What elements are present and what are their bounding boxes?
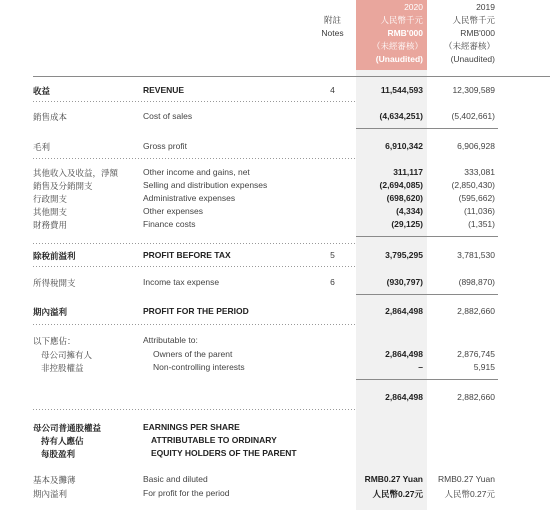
other-income-label-en: Other income and gains, net <box>143 167 250 177</box>
revenue-label-en: REVENUE <box>143 85 185 95</box>
eps-basic-label-en: Basic and diluted <box>143 474 208 484</box>
pbt-label-en: PROFIT BEFORE TAX <box>143 250 231 260</box>
subtotal-rule <box>356 236 498 237</box>
eps-heading-cn-2: 持有人應佔 <box>41 436 84 446</box>
pbt-2019: 3,781,530 <box>457 250 495 260</box>
eps-2020-en: RMB0.27 Yuan <box>364 474 423 484</box>
total-2020: 2,864,498 <box>385 392 423 402</box>
other-expenses-2019: (11,036) <box>463 206 495 216</box>
eps-2019-cn: 人民幣0.27元 <box>444 489 495 499</box>
tax-note: 6 <box>330 277 335 287</box>
year-2020-audit-cn: （未經審核） <box>371 41 423 51</box>
admin-2019: (595,662) <box>458 193 495 203</box>
admin-2020: (698,620) <box>386 193 423 203</box>
gross-profit-2019: 6,906,928 <box>457 141 495 151</box>
owners-2019: 2,876,745 <box>457 349 495 359</box>
selling-label-cn: 銷售及分銷開支 <box>33 181 93 191</box>
revenue-note: 4 <box>330 85 335 95</box>
eps-basic-label-cn: 基本及攤薄 <box>33 475 76 485</box>
year-2019-currency-en: RMB'000 <box>460 28 495 38</box>
subtotal-rule <box>356 379 498 380</box>
row-divider <box>33 158 355 159</box>
eps-heading-en-1: EARNINGS PER SHARE <box>143 422 240 432</box>
other-expenses-label-en: Other expenses <box>143 206 204 216</box>
owners-2020: 2,864,498 <box>385 349 423 359</box>
notes-header-cn: 附註 <box>323 15 341 25</box>
selling-2019: (2,850,430) <box>451 180 495 190</box>
row-divider <box>33 324 355 325</box>
attributable-label-en: Attributable to: <box>143 335 198 345</box>
year-2019-header <box>428 1 495 66</box>
year-2019-audit-cn: （未經審核） <box>443 41 495 51</box>
attributable-label-cn: 以下應佔： <box>33 336 76 346</box>
year-2020-label: 2020 <box>404 2 423 12</box>
revenue-label-cn: 收益 <box>33 86 51 96</box>
admin-label-cn: 行政開支 <box>33 194 68 204</box>
profit-period-label-cn: 期內溢利 <box>33 307 68 317</box>
gross-profit-2020: 6,910,342 <box>385 141 423 151</box>
pbt-note: 5 <box>330 250 335 260</box>
other-expenses-2020: (4,334) <box>396 206 423 216</box>
tax-label-en: Income tax expense <box>143 277 220 287</box>
other-income-2020: 311,117 <box>393 167 423 177</box>
row-divider <box>33 266 355 267</box>
eps-period-label-cn: 期內溢利 <box>33 489 68 499</box>
profit-period-2019: 2,882,660 <box>457 306 495 316</box>
header-rule <box>33 76 550 77</box>
cost-of-sales-label-cn: 銷售成本 <box>33 112 68 122</box>
finance-costs-2020: (29,125) <box>391 219 423 229</box>
year-2019-audit-en: (Unaudited) <box>450 54 495 64</box>
gross-profit-label-en: Gross profit <box>143 141 187 151</box>
subtotal-rule <box>356 294 498 295</box>
total-2019: 2,882,660 <box>457 392 495 402</box>
cost-of-sales-label-en: Cost of sales <box>143 111 193 121</box>
eps-heading-cn-1: 母公司普通股權益 <box>33 423 102 433</box>
profit-period-2020: 2,864,498 <box>385 306 423 316</box>
eps-period-label-en: For profit for the period <box>143 488 230 498</box>
year-2019-currency-cn: 人民幣千元 <box>452 15 495 25</box>
profit-period-label-en: PROFIT FOR THE PERIOD <box>143 306 249 316</box>
admin-label-en: Administrative expenses <box>143 193 236 203</box>
tax-label-cn: 所得稅開支 <box>33 278 76 288</box>
selling-2020: (2,694,085) <box>379 180 423 190</box>
nci-label-cn: 非控股權益 <box>41 363 84 373</box>
eps-2019-en: RMB0.27 Yuan <box>437 474 495 484</box>
eps-heading-en-2: ATTRIBUTABLE TO ORDINARY <box>151 435 277 445</box>
nci-label-en: Non-controlling interests <box>153 362 245 372</box>
revenue-2019: 12,309,589 <box>452 85 495 95</box>
notes-header <box>310 14 355 40</box>
year-2020-audit-en: (Unaudited) <box>375 54 423 64</box>
eps-2020-cn: 人民幣0.27元 <box>372 489 423 499</box>
tax-2019: (898,870) <box>458 277 495 287</box>
pbt-label-cn: 除稅前溢利 <box>33 251 76 261</box>
row-divider <box>33 101 355 102</box>
year-2020-currency-cn: 人民幣千元 <box>380 15 423 25</box>
finance-costs-label-cn: 財務費用 <box>33 220 68 230</box>
owners-label-cn: 母公司擁有人 <box>41 350 93 360</box>
selling-label-en: Selling and distribution expenses <box>143 180 268 190</box>
other-income-2019: 333,081 <box>464 167 495 177</box>
tax-2020: (930,797) <box>386 277 423 287</box>
gross-profit-label-cn: 毛利 <box>33 142 51 152</box>
row-divider <box>33 243 355 244</box>
owners-label-en: Owners of the parent <box>153 349 233 359</box>
nci-2020: – <box>418 362 423 372</box>
pbt-2020: 3,795,295 <box>385 250 423 260</box>
cost-of-sales-2020: (4,634,251) <box>379 111 423 121</box>
cost-of-sales-2019: (5,402,661) <box>451 111 495 121</box>
finance-costs-2019: (1,351) <box>468 219 495 229</box>
other-income-label-cn: 其他收入及收益，淨額 <box>33 168 119 178</box>
eps-heading-en-3: EQUITY HOLDERS OF THE PARENT <box>151 448 297 458</box>
finance-costs-label-en: Finance costs <box>143 219 196 229</box>
row-divider <box>33 409 355 410</box>
notes-header-en: Notes <box>321 28 344 38</box>
year-2019-label: 2019 <box>476 2 495 12</box>
revenue-2020: 11,544,593 <box>380 85 423 95</box>
subtotal-rule <box>356 128 498 129</box>
year-2020-currency-en: RMB'000 <box>387 28 423 38</box>
eps-heading-cn-3: 每股盈利 <box>41 449 76 459</box>
year-2020-header <box>356 1 423 66</box>
other-expenses-label-cn: 其他開支 <box>33 207 68 217</box>
nci-2019: 5,915 <box>473 362 495 372</box>
